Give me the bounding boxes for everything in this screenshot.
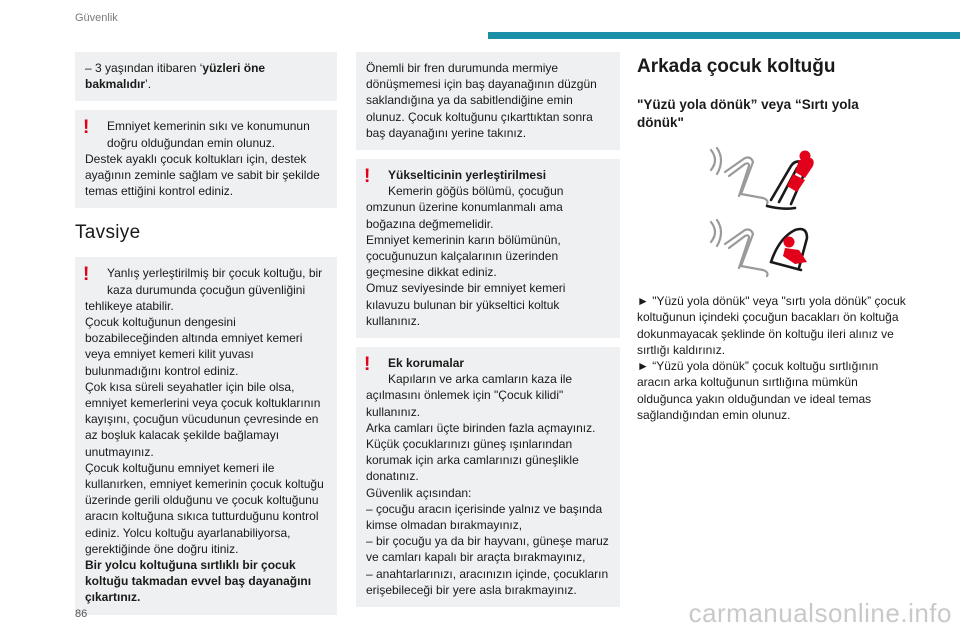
advice-line: Çocuk koltuğunun dengesini bozabileceğinden altında emniyet kemeri veya emniyet kemeri kilit yuvası bulunmadığını kontrol ediniz. bbox=[85, 315, 303, 378]
headrest-note-text: Önemli bir fren durumunda mermiye dönüşmemesi için baş dayanağının düzgün saklandığına ya da sabitlendiğine emin olunuz. Çocuk koltuğunu çıkarttıktan sonra baş dayanağını yerine takınız. bbox=[366, 61, 597, 140]
advice-bold-line: Bir yolcu koltuğuna sırtlıklı bir çocuk koltuğu takmadan evvel baş dayanağını çıkartınız. bbox=[85, 558, 312, 605]
seatbelt-warning-text: Destek ayaklı çocuk koltukları için, destek ayağının zeminle sağlam ve sabit bir şekilde temas ettiğini kontrol ediniz. bbox=[85, 151, 320, 199]
headrest-note-box bbox=[356, 52, 620, 150]
advice-first-line: Yanlış yerleştirilmiş bir çocuk koltuğu, bir kaza durumunda çocuğun güvenliğini bbox=[107, 266, 323, 297]
column-left bbox=[75, 52, 337, 624]
rear-child-seat-subtitle: "Yüzü yola dönük” veya “Sırtı yola dönük" bbox=[637, 97, 859, 130]
warning-exclamation-icon: ! bbox=[83, 264, 90, 286]
watermark: carmanualsonline.info bbox=[688, 598, 952, 628]
advice-line: Çocuk koltuğunu emniyet kemeri ile kullanırken, emniyet kemerinin çocuk koltuğu üzerinde gerili olduğunu ve çocuk koltuğunu aracın koltuğuna sıkıca tutturduğunu kontrol ediniz. Yolcu koltuğu ayarlanabiliyorsa, gerektiğinde öne doğru itiniz. bbox=[85, 460, 324, 556]
extra-protection-line: – çocuğu aracın içerisinde yalnız ve başında kimse olmadan bırakmayınız, bbox=[366, 501, 603, 533]
extra-protection-line: Arka camları üçte birinden fazla açmayınız. bbox=[366, 420, 596, 435]
seatbelt-warning-box bbox=[75, 110, 337, 208]
age-note-box bbox=[75, 52, 337, 101]
warning-exclamation-icon: ! bbox=[83, 117, 90, 139]
instructions bbox=[637, 293, 907, 423]
age-note-prefix: – 3 yaşından itibaren ‘ bbox=[85, 61, 203, 75]
booster-warning-title: Yükselticinin yerleştirilmesi bbox=[388, 168, 547, 183]
age-note-bold: yüzleri öne bakmalıdır bbox=[85, 61, 266, 92]
instruction-paragraph: ► “Yüzü yola dönük” çocuk koltuğu sırtlığının aracın arka koltuğunun sırtlığına mümkün olduğunca yakın olduğundan ve ideal temas sağlandığından emin olunuz. bbox=[637, 359, 879, 423]
advice-warning-box bbox=[75, 257, 337, 614]
warning-exclamation-icon: ! bbox=[364, 354, 371, 376]
warning-exclamation-icon: ! bbox=[364, 166, 371, 188]
booster-warning-line: Omuz seviyesinde bir emniyet kemeri kılavuzu bulunan bir yükseltici koltuk kullanınız. bbox=[366, 281, 566, 328]
extra-protection-line: açılmasını önlemek için "Çocuk kilidi" kullanınız. bbox=[366, 388, 564, 419]
extra-protection-title: Ek korumalar bbox=[388, 356, 465, 371]
column-right bbox=[637, 52, 907, 423]
extra-protection-box bbox=[356, 347, 620, 607]
extra-protection-line: – bir çocuğu ya da bir hayvanı, güneşe maruz ve camları kapalı bir araçta bırakmayınız, bbox=[366, 534, 609, 565]
column-middle bbox=[356, 52, 620, 616]
rear-child-seat-title: Arkada çocuk koltuğu bbox=[637, 56, 836, 77]
advice-line: tehlikeye atabilir. bbox=[85, 298, 174, 313]
booster-warning-line: omzunun üzerine konumlanmalı ama boğazına değmemelidir. bbox=[366, 200, 563, 231]
rear-child-seat-diagram-icon bbox=[667, 146, 867, 278]
age-note-suffix: ’. bbox=[145, 77, 152, 92]
extra-protection-first: Kapıların ve arka camların kaza ile bbox=[388, 372, 573, 387]
booster-warning-box bbox=[356, 159, 620, 338]
advice-heading: Tavsiye bbox=[75, 222, 141, 244]
page-number: 86 bbox=[75, 608, 88, 620]
instruction-paragraph: ► "Yüzü yola dönük" veya "sırtı yola dönük” çocuk koltuğunun içindeki çocuğun bacakları ön koltuğa dokunmayacak şeklinde ön koltuğu ileri alınız ve sırtlığı kaldırınız. bbox=[637, 294, 906, 357]
extra-protection-line: Güvenlik açısından: bbox=[366, 485, 472, 500]
advice-line: Çok kısa süreli seyahatler için bile olsa, emniyet kemerlerini veya çocuk koltuklarının kayışını, çocuğun vücudunun çevresinde en az boşluk kalacak şekilde bağlamayı unutmayınız. bbox=[85, 379, 321, 459]
seatbelt-warning-first: Emniyet kemerinin sıkı ve konumunun doğru olduğundan emin olunuz. bbox=[107, 119, 310, 150]
header-accent-bar bbox=[488, 32, 960, 39]
section-label: Güvenlik bbox=[75, 12, 118, 24]
booster-warning-line: Emniyet kemerinin karın bölümünün, çocuğunuzun kalçalarının üzerinden geçmesine dikkat ediniz. bbox=[366, 232, 561, 280]
booster-warning-first: Kemerin göğüs bölümü, çocuğun bbox=[388, 184, 564, 199]
extra-protection-line: – anahtarlarınızı, aracınızın içinde, çocukların erişebileceği bir yere asla bırakmayınız. bbox=[366, 566, 609, 597]
extra-protection-line: Küçük çocuklarınızı güneş ışınlarından korumak için arka camlarınızı güneşlikle donatınız. bbox=[366, 437, 579, 484]
